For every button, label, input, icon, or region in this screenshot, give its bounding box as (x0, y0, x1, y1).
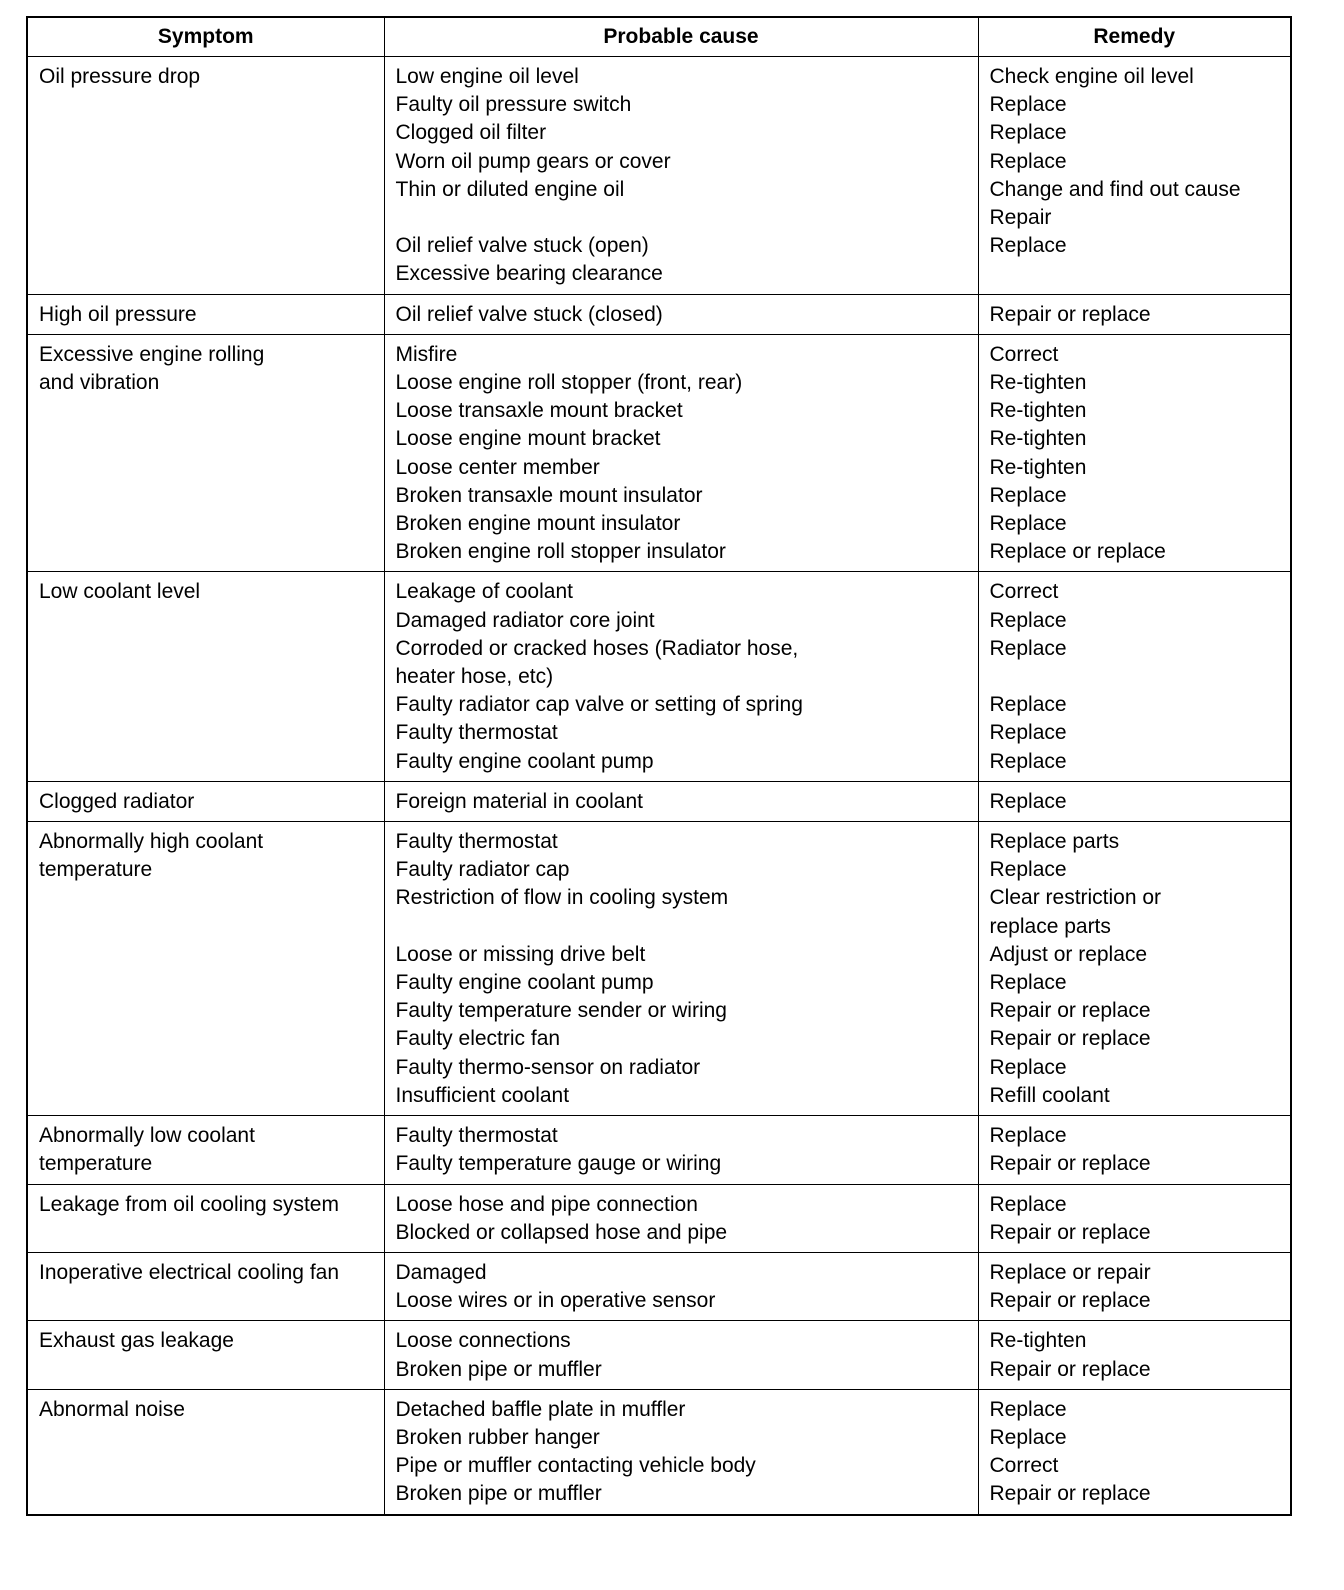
cause-line: Blocked or collapsed hose and pipe (395, 1220, 728, 1244)
remedy-cell (978, 781, 1291, 821)
cause-line: Oil relief valve stuck (closed) (395, 302, 663, 326)
symptom-cell (27, 1252, 384, 1320)
remedy-line: Replace (989, 234, 1067, 258)
remedy-line (990, 663, 1283, 691)
remedy-line: Replace (989, 1397, 1067, 1421)
remedy-line: Adjust or replace (989, 942, 1148, 966)
remedy-line: Replace (989, 789, 1067, 813)
symptom-cell (27, 822, 384, 1116)
cause-cell (384, 572, 978, 781)
symptom-cell (27, 334, 384, 572)
table-row (27, 57, 1291, 295)
cause-cell (384, 334, 978, 572)
table-row (27, 822, 1291, 1116)
remedy-line: Re-tighten (989, 1329, 1087, 1353)
remedy-cell (978, 572, 1291, 781)
symptom-cell (27, 1184, 384, 1252)
remedy-line: replace parts (989, 914, 1111, 938)
cause-line: Faulty thermostat (395, 1124, 558, 1148)
cause-line: Faulty thermostat (395, 830, 558, 854)
remedy-line (990, 260, 1283, 288)
table-row (27, 1184, 1291, 1252)
cause-line: Oil relief valve stuck (open) (395, 234, 649, 258)
cause-line: Faulty oil pressure switch (395, 93, 632, 117)
table-row (27, 572, 1291, 781)
symptom-text: Clogged radiator (39, 789, 195, 813)
cause-line: Worn oil pump gears or cover (395, 149, 671, 173)
remedy-line: Repair or replace (989, 1027, 1151, 1051)
cause-line: Loose center member (395, 455, 600, 479)
cause-line: Corroded or cracked hoses (Radiator hose, (395, 636, 799, 660)
cause-line: Misfire (395, 342, 458, 366)
remedy-line: Repair (989, 206, 1052, 230)
cause-cell (384, 822, 978, 1116)
cause-line: Faulty electric fan (395, 1027, 561, 1051)
remedy-line: Correct (989, 342, 1059, 366)
cause-line: Foreign material in coolant (395, 789, 643, 813)
remedy-line: Replace (989, 858, 1067, 882)
cause-line: Faulty radiator cap valve or setting of spring (395, 693, 803, 717)
remedy-cell (978, 294, 1291, 334)
symptom-text: Abnormally high coolant temperature (39, 830, 264, 882)
remedy-line: Check engine oil level (989, 65, 1194, 88)
cause-line: Loose or missing drive belt (395, 942, 646, 966)
remedy-line: Repair or replace (989, 1152, 1151, 1176)
remedy-line: Refill coolant (989, 1083, 1110, 1107)
remedy-line: Replace (989, 93, 1067, 117)
remedy-line: Repair or replace (989, 1220, 1151, 1244)
symptom-text: Abnormal noise (39, 1397, 185, 1421)
symptom-text: Exhaust gas leakage (39, 1329, 234, 1353)
symptom-cell (27, 294, 384, 334)
remedy-line: Repair or replace (989, 999, 1151, 1023)
remedy-cell (978, 1116, 1291, 1184)
remedy-line: Replace or replace (989, 540, 1166, 564)
cause-line: Restriction of flow in cooling system (395, 886, 729, 910)
cause-line: Faulty thermostat (395, 721, 558, 745)
remedy-line: Repair or replace (989, 1357, 1151, 1381)
cause-line: Pipe or muffler contacting vehicle body (395, 1454, 756, 1478)
cause-line: Loose transaxle mount bracket (395, 399, 683, 423)
remedy-cell (978, 1389, 1291, 1514)
symptom-text: Leakage from oil cooling system (39, 1192, 339, 1216)
cause-cell (384, 1252, 978, 1320)
header-row (27, 17, 1291, 57)
remedy-line: Replace (989, 1055, 1067, 1079)
cause-cell (384, 781, 978, 821)
remedy-line: Replace (989, 512, 1067, 536)
symptom-cell (27, 57, 384, 295)
cause-line: Faulty engine coolant pump (395, 749, 654, 773)
symptom-cell (27, 1116, 384, 1184)
remedy-line: Repair or replace (989, 1482, 1151, 1506)
cause-cell (384, 294, 978, 334)
cause-line (396, 204, 970, 232)
symptom-text: Excessive engine rolling and vibration (39, 342, 265, 395)
remedy-cell (978, 334, 1291, 572)
remedy-line: Replace (989, 693, 1067, 717)
symptom-cell (27, 1389, 384, 1514)
remedy-line: Replace parts (989, 830, 1120, 854)
remedy-line: Re-tighten (989, 399, 1087, 423)
remedy-cell (978, 1252, 1291, 1320)
cause-line: Damaged radiator core joint (395, 608, 655, 632)
cause-line: Faulty thermo-sensor on radiator (395, 1055, 701, 1079)
remedy-cell (978, 57, 1291, 295)
remedy-line: Replace (989, 1192, 1067, 1216)
cause-line: Broken engine roll stopper insulator (395, 540, 726, 564)
table-row (27, 1252, 1291, 1320)
remedy-line: Replace (989, 483, 1067, 507)
symptom-cell (27, 781, 384, 821)
cause-line: Low engine oil level (395, 65, 579, 88)
cause-line: Broken rubber hanger (395, 1425, 600, 1449)
remedy-line: Re-tighten (989, 427, 1087, 451)
table-row (27, 1321, 1291, 1389)
remedy-line: Replace (989, 1124, 1067, 1148)
remedy-cell (978, 1321, 1291, 1389)
symptom-cell (27, 1321, 384, 1389)
cause-cell (384, 1184, 978, 1252)
cause-line: Loose engine mount bracket (395, 427, 661, 451)
table-row (27, 781, 1291, 821)
remedy-line: Replace (989, 1425, 1067, 1449)
table-row (27, 1116, 1291, 1184)
cause-line: Detached baffle plate in muffler (395, 1397, 686, 1421)
remedy-line: Replace (989, 608, 1067, 632)
cause-line: Excessive bearing clearance (395, 262, 663, 286)
cause-line: Damaged (395, 1260, 487, 1284)
cause-line: Loose connections (395, 1329, 571, 1353)
troubleshooting-table (26, 16, 1292, 1516)
symptom-text: Abnormally low coolant temperature (39, 1124, 255, 1176)
cause-line: Faulty radiator cap (395, 858, 570, 882)
cause-line: heater hose, etc) (395, 665, 554, 689)
remedy-line: Replace (989, 721, 1067, 745)
table-body (27, 57, 1291, 1515)
remedy-line: Repair or replace (989, 302, 1151, 326)
cause-line (396, 913, 970, 941)
remedy-line: Repair or replace (989, 1289, 1151, 1313)
remedy-line: Replace or repair (989, 1260, 1151, 1284)
table-row (27, 294, 1291, 334)
cause-line: Leakage of coolant (395, 580, 573, 604)
remedy-line: Replace (989, 149, 1067, 173)
cause-line: Faulty temperature gauge or wiring (395, 1152, 722, 1176)
cause-cell (384, 1389, 978, 1514)
remedy-line: Re-tighten (989, 455, 1087, 479)
remedy-line: Replace (989, 971, 1067, 995)
header-probable-cause: Probable cause (384, 17, 978, 57)
cause-line: Insufficient coolant (395, 1083, 570, 1107)
cause-line: Faulty temperature sender or wiring (395, 999, 727, 1023)
remedy-line: Correct (989, 580, 1059, 604)
table-row (27, 334, 1291, 572)
remedy-line: Clear restriction or (989, 886, 1162, 910)
cause-line: Faulty engine coolant pump (395, 971, 654, 995)
cause-line: Broken engine mount insulator (395, 512, 681, 536)
cause-line: Loose hose and pipe connection (395, 1192, 698, 1216)
remedy-line: Change and find out cause (989, 177, 1241, 201)
cause-line: Loose wires or in operative sensor (395, 1289, 716, 1313)
remedy-cell (978, 1184, 1291, 1252)
remedy-line: Correct (989, 1454, 1059, 1478)
cause-cell (384, 1116, 978, 1184)
header-remedy: Remedy (978, 17, 1291, 57)
remedy-line: Re-tighten (989, 371, 1087, 395)
remedy-cell (978, 822, 1291, 1116)
remedy-line: Replace (989, 636, 1067, 660)
cause-line: Broken pipe or muffler (395, 1482, 602, 1506)
cause-cell (384, 57, 978, 295)
symptom-text: Oil pressure drop (39, 65, 201, 88)
remedy-line: Replace (989, 121, 1067, 145)
table-row (27, 1389, 1291, 1514)
cause-cell (384, 1321, 978, 1389)
cause-line: Broken pipe or muffler (395, 1357, 602, 1381)
cause-line: Loose engine roll stopper (front, rear) (395, 371, 743, 395)
cause-line: Clogged oil filter (395, 121, 547, 145)
symptom-text: Low coolant level (39, 580, 201, 604)
header-symptom: Symptom (27, 17, 384, 57)
symptom-text: High oil pressure (39, 302, 197, 326)
cause-line: Broken transaxle mount insulator (395, 483, 703, 507)
remedy-line: Replace (989, 749, 1067, 773)
cause-line: Thin or diluted engine oil (395, 177, 625, 201)
symptom-cell (27, 572, 384, 781)
symptom-text: Inoperative electrical cooling fan (39, 1260, 340, 1284)
